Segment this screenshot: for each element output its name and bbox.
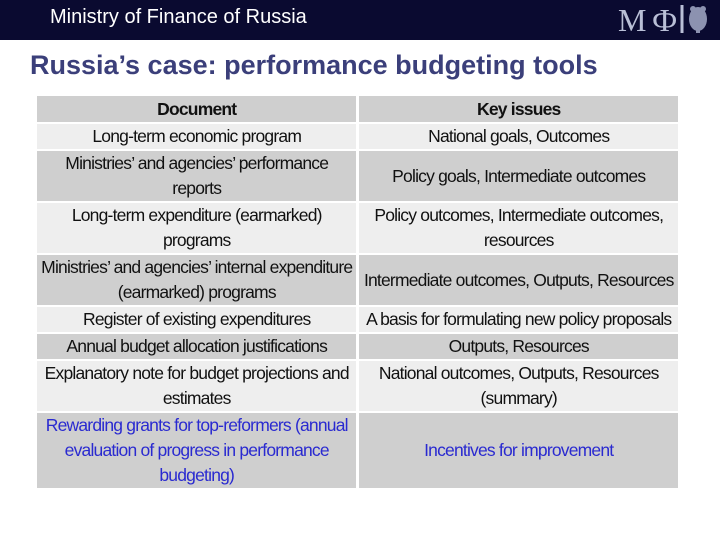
cell-document: Explanatory note for budget projections and estimates — [37, 360, 358, 412]
documents-table — [37, 96, 678, 490]
slide-title: Russia’s case: performance budgeting tools — [30, 50, 598, 80]
table-row — [37, 123, 678, 150]
svg-text:Ф: Ф — [652, 2, 678, 37]
cell-document: Rewarding grants for top-reformers (annual evaluation of progress in performance budgeting) — [37, 412, 358, 489]
header-bar — [0, 0, 720, 40]
header-title: Ministry of Finance of Russia — [50, 6, 307, 28]
ministry-logo-icon — [612, 1, 716, 37]
cell-document: Register of existing expenditures — [37, 306, 358, 333]
table-row — [37, 254, 678, 306]
table-row — [37, 360, 678, 412]
table-header-row — [37, 96, 678, 123]
cell-key-issues: Intermediate outcomes, Outputs, Resources — [358, 254, 678, 306]
column-header-document: Document — [37, 96, 358, 123]
svg-text:M: M — [618, 2, 647, 37]
cell-key-issues: National goals, Outcomes — [358, 123, 678, 150]
cell-key-issues: A basis for formulating new policy proposals — [358, 306, 678, 333]
table-row — [37, 150, 678, 202]
table-row — [37, 202, 678, 254]
cell-key-issues: National outcomes, Outputs, Resources (summary) — [358, 360, 678, 412]
cell-key-issues: Policy goals, Intermediate outcomes — [358, 150, 678, 202]
cell-document: Ministries’ and agencies’ performance reports — [37, 150, 358, 202]
cell-document: Ministries’ and agencies’ internal expenditure (earmarked) programs — [37, 254, 358, 306]
cell-key-issues: Policy outcomes, Intermediate outcomes, resources — [358, 202, 678, 254]
cell-document: Long-term economic program — [37, 123, 358, 150]
cell-key-issues: Incentives for improvement — [358, 412, 678, 489]
table-row — [37, 306, 678, 333]
table-row — [37, 333, 678, 360]
table-row — [37, 412, 678, 489]
cell-key-issues: Outputs, Resources — [358, 333, 678, 360]
cell-document: Long-term expenditure (earmarked) programs — [37, 202, 358, 254]
cell-document: Annual budget allocation justifications — [37, 333, 358, 360]
column-header-key-issues: Key issues — [358, 96, 678, 123]
